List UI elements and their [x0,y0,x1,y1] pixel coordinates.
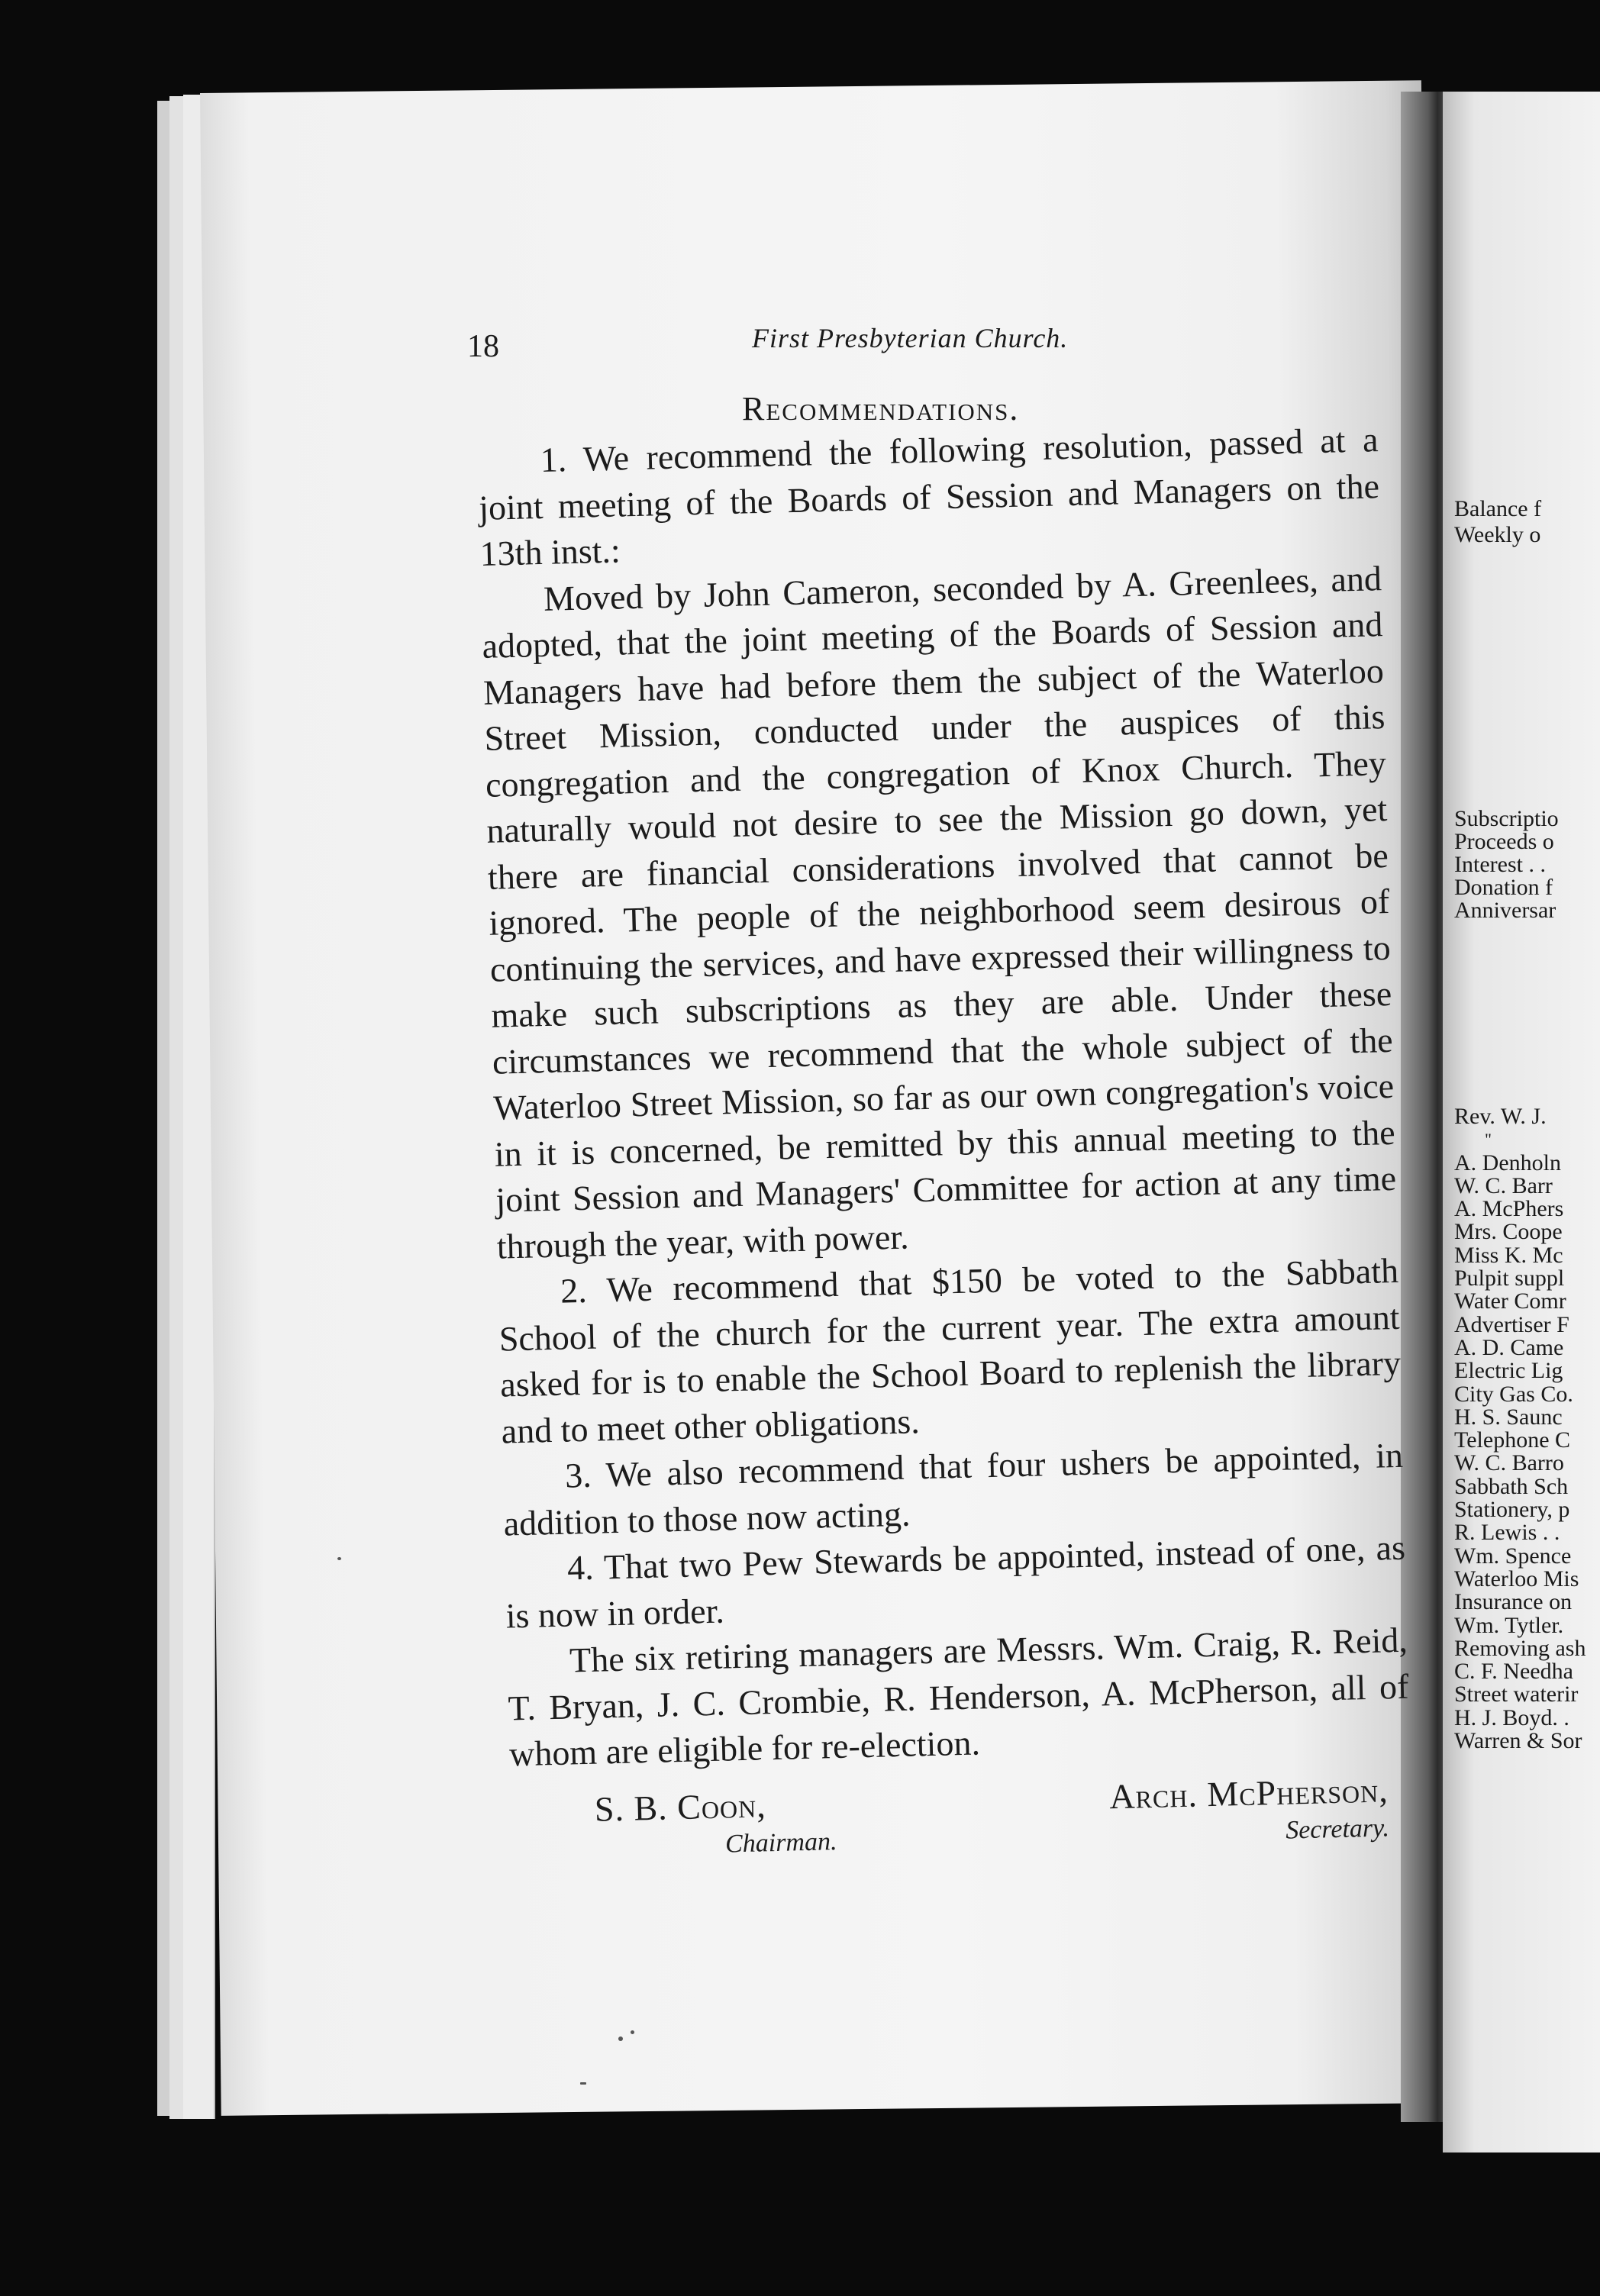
paragraph: 1. We recommend the following resolution, passed at a joint meeting of the Boards of Session and Managers on the 13th inst.: [478,420,1380,573]
facing-line: Water Comr [1454,1288,1566,1314]
facing-line: Rev. W. J. [1454,1105,1547,1129]
facing-line: H. S. Saunc [1454,1404,1563,1430]
facing-line: Advertiser F [1454,1311,1569,1337]
facing-line: W. C. Barro [1454,1450,1564,1476]
facing-line: H. J. Boyd. . [1454,1704,1569,1730]
paragraph: The six retiring managers are Messrs. Wm. Craig, R. Reid, T. Bryan, J. C. Crombie, R. Henderson, A. McPherson, all of whom are eligible for re-election. [508,1620,1409,1774]
facing-line: Mrs. Coope [1454,1219,1563,1245]
facing-line: Street waterir [1454,1682,1579,1707]
facing-line: Insurance on [1454,1589,1573,1615]
facing-line: City Gas Co. [1454,1381,1573,1407]
facing-line: Anniversar [1454,898,1556,922]
page-number: 18 [467,329,499,364]
facing-line: Pulpit suppl [1454,1266,1565,1292]
running-title: First Presbyterian Church. [752,323,1069,353]
facing-line: Warren & Sor [1454,1728,1582,1753]
facing-line: Sabbath Sch [1454,1473,1569,1499]
chairman-role: Chairman. [724,1827,837,1859]
facing-line: " [1485,1130,1492,1150]
facing-line: Miss K. Mc [1454,1242,1563,1268]
facing-line: W. C. Barr [1454,1172,1553,1198]
facing-line: Waterloo Mis [1454,1566,1579,1591]
paragraph: 4. That two Pew Stewards be appointed, instead of one, as is now in order. [505,1527,1406,1636]
facing-page-group-c [1454,1105,1600,1753]
facing-line: Telephone C [1454,1427,1571,1453]
facing-page-group-a [1454,496,1600,548]
chairman-name: S. B. Coon, [594,1785,767,1829]
facing-line: Wm. Spence [1454,1543,1572,1569]
secretary-name: Arch. McPherson, [1108,1769,1389,1816]
facing-line: Wm. Tytler. [1454,1612,1564,1638]
facing-line: Electric Lig [1454,1358,1563,1384]
facing-line: R. Lewis . . [1454,1520,1560,1546]
facing-line: Proceeds o [1454,829,1554,854]
section-title: Recommendations. [742,390,1020,427]
facing-line: A. McPhers [1454,1196,1564,1222]
facing-line: Removing ash [1454,1635,1586,1661]
recommendations-body [477,417,1412,1865]
facing-page-group-b [1454,808,1600,922]
facing-line: C. F. Needha [1454,1659,1573,1685]
facing-line: Donation f [1454,875,1553,900]
facing-line: Interest . . [1454,852,1546,877]
facing-line: Stationery, p [1454,1497,1570,1523]
paragraph: 2. We recommend that $150 be voted to the Sabbath School of the church for the current year. The extra amount asked for is to enable the School Board to replenish the library and to meet other obligations. [498,1250,1402,1451]
paragraph: 3. We also recommend that four ushers be appointed, in addition to those now acting. [503,1435,1404,1543]
facing-line: Balance f [1454,496,1542,521]
secretary-role: Secretary. [1285,1814,1390,1845]
paragraph: Moved by John Cameron, seconded by A. Greenlees, and adopted, that the joint meeting of the Boards of Session and Managers have had before them the subject of the Waterloo Street Mission, conducted under the auspices of this congregation and the congregation of Knox Church. They naturally would not desire to see the Mission go down, yet there are financial considerations involved that cannot be ignored. The people of the neighborhood seem desirous of continuing the services, and have expressed their willingness to make such subscriptions as they are able. Under these circumstances we recommend that the whole subject of the Waterloo Street Mission, so far as our own congregation's voice in it is concerned, be remitted by this annual meeting to the joint Session and Managers' Committee for action at any time through the year, with power. [482,558,1397,1266]
facing-line: A. Denholn [1454,1150,1561,1175]
facing-line: Weekly o [1454,522,1541,547]
facing-line: Subscriptio [1454,808,1559,831]
facing-line: A. D. Came [1454,1334,1564,1360]
